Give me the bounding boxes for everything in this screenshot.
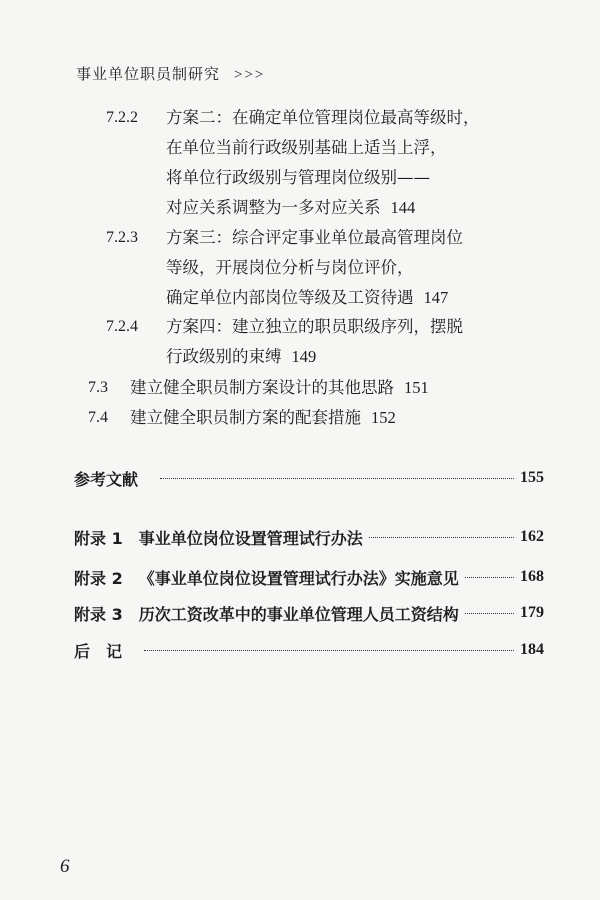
toc-back-matter-label: 附录 3: [74, 604, 123, 624]
toc-back-matter-page: 184: [520, 641, 544, 658]
toc-entry-line: [130, 380, 429, 397]
toc-back-matter-page: 179: [520, 604, 544, 621]
toc-entry-page: 152: [371, 408, 396, 427]
toc-back-matter-title: 事业单位岗位设置管理试行办法: [138, 528, 363, 548]
leader-dots: [144, 638, 514, 651]
page-number: 6: [60, 856, 70, 877]
leader-dots: [465, 565, 514, 578]
toc-entry-number: 7.2.2: [106, 109, 138, 126]
toc-entry-page: 147: [423, 288, 449, 307]
toc-entry-line: 在单位当前行政级别基础上适当上浮，: [166, 138, 447, 157]
toc-back-matter-page: 155: [520, 469, 544, 486]
toc-entry-line: 方案三：综合评定事业单位最高管理岗位: [166, 228, 463, 247]
toc-back-matter-page: 162: [520, 528, 544, 545]
toc-back-matter-row: [74, 638, 544, 662]
leader-dots: [160, 466, 514, 479]
toc-entry-line: [166, 200, 415, 217]
toc-entry-number: 7.3: [88, 379, 108, 396]
running-header-title: 事业单位职员制研究: [76, 65, 221, 83]
toc-entry-text: 建立健全职员制方案设计的其他思路: [130, 378, 394, 397]
toc-back-matter-row: [74, 565, 544, 589]
toc-entry-number: 7.4: [88, 409, 108, 426]
toc-back-matter-label: 参考文献: [74, 469, 139, 489]
toc-entry-line: [166, 349, 316, 366]
toc-entry-page: 149: [291, 347, 317, 366]
toc-back-matter-label: 附录 2: [74, 568, 123, 588]
toc-entry-text: 行政级别的束缚: [166, 347, 282, 366]
toc-entry-line: 将单位行政级别与管理岗位级别——: [166, 168, 430, 187]
leader-dots: [369, 525, 514, 538]
toc-back-matter-row: [74, 525, 544, 549]
toc-entry-line: 方案二：在确定单位管理岗位最高等级时，: [166, 108, 480, 127]
toc-entry-text: 对应关系调整为一多对应关系: [166, 198, 381, 217]
toc-entry-page: 151: [404, 378, 429, 397]
toc-back-matter-page: 168: [520, 568, 544, 585]
toc-entry-line: [130, 410, 396, 427]
toc-back-matter-title: 历次工资改革中的事业单位管理人员工资结构: [138, 604, 459, 624]
toc-entry-number: 7.2.3: [106, 229, 138, 246]
toc-entry-text: 建立健全职员制方案的配套措施: [130, 408, 361, 427]
chevron-icon: >>>: [234, 67, 266, 83]
toc-entry-text: 确定单位内部岗位等级及工资待遇: [166, 288, 414, 307]
toc-back-matter-label: 后 记: [74, 641, 123, 661]
toc-entry-page: 144: [390, 198, 416, 217]
running-header: [76, 63, 265, 84]
toc-back-matter-label: 附录 1: [74, 528, 123, 548]
toc-entry-number: 7.2.4: [106, 318, 138, 335]
toc-entry-line: 方案四：建立独立的职员职级序列，摆脱: [166, 317, 463, 336]
toc-back-matter-title: 《事业单位岗位设置管理试行办法》实施意见: [138, 568, 459, 588]
toc-back-matter-row: [74, 601, 544, 625]
toc-entry-line: 等级，开展岗位分析与岗位评价，: [166, 258, 414, 277]
leader-dots: [465, 601, 514, 614]
toc-entry-line: [166, 290, 448, 307]
toc-back-matter-row: [74, 466, 544, 490]
